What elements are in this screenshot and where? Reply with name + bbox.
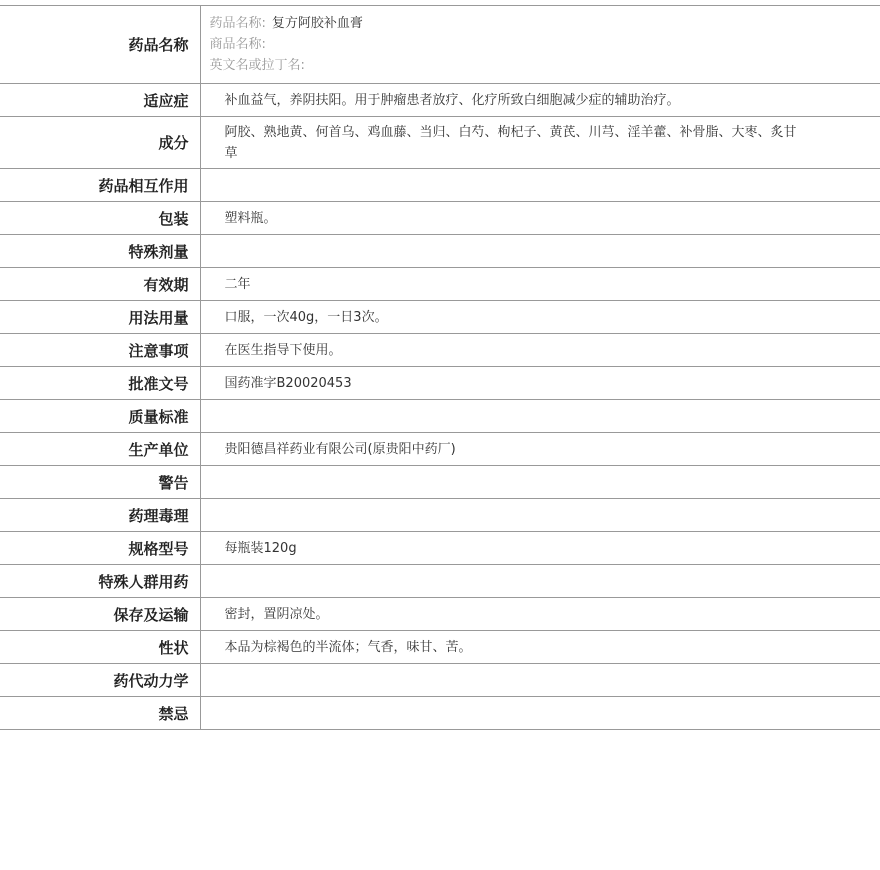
table-row-pharmacokinetics [0,664,880,697]
row-label: 警告 [0,466,200,499]
table-row-specification [0,532,880,565]
row-label: 用法用量 [0,301,200,334]
row-value-text: 每瓶装120g [224,540,297,556]
row-value [200,532,880,565]
generic-name-line [210,13,801,34]
table-row-description [0,631,880,664]
row-value-text: 本品为棕褐色的半流体；气香，味甘、苦。 [224,639,472,655]
row-label: 批准文号 [0,367,200,400]
drug-info-table [0,5,880,730]
table-row-drug-name [0,6,880,84]
row-value [200,84,880,117]
row-value-text: 补血益气，养阴扶阳。用于肿瘤患者放疗、化疗所致白细胞减少症的辅助治疗。 [224,92,680,108]
row-value [200,334,880,367]
row-value [200,598,880,631]
row-label: 成分 [0,117,200,169]
table-row-dosage [0,301,880,334]
table-row-quality-standard [0,400,880,433]
row-value-text: 二年 [224,276,251,292]
english-name-line [210,55,801,76]
row-value-text: 在医生指导下使用。 [224,342,342,358]
table-row-indications [0,84,880,117]
table-row-manufacturer [0,433,880,466]
generic-name-key: 药品名称: [209,16,266,31]
row-label: 适应症 [0,84,200,117]
row-label: 禁忌 [0,697,200,730]
row-label: 性状 [0,631,200,664]
row-label: 保存及运输 [0,598,200,631]
row-label: 药品名称 [0,6,200,84]
row-value [200,664,880,697]
row-label: 特殊剂量 [0,235,200,268]
row-value-text: 贵阳德昌祥药业有限公司(原贵阳中药厂) [224,441,456,457]
table-row-shelf-life [0,268,880,301]
row-value [200,565,880,598]
table-row-special-dosage [0,235,880,268]
row-value-text: 阿胶、熟地黄、何首乌、鸡血藤、当归、白芍、枸杞子、黄芪、川芎、淫羊藿、补骨脂、大枣、炙甘草 [224,124,797,161]
row-label: 药理毒理 [0,499,200,532]
table-row-pharmacology [0,499,880,532]
row-value [200,433,880,466]
drug-name-block [201,13,801,76]
row-value [200,301,880,334]
row-value-text: 密封，置阴凉处。 [224,606,329,622]
row-value [200,117,880,169]
row-value [200,235,880,268]
row-label: 药代动力学 [0,664,200,697]
row-label: 注意事项 [0,334,200,367]
generic-name-value: 复方阿胶补血膏 [271,16,363,31]
row-value [200,631,880,664]
table-row-storage [0,598,880,631]
drug-name-cell [200,6,880,84]
english-name-key: 英文名或拉丁名: [209,58,305,73]
table-row-packaging [0,202,880,235]
table-row-warning [0,466,880,499]
trade-name-line [210,34,801,55]
row-value-text: 国药准字B20020453 [224,375,352,391]
table-row-ingredients [0,117,880,169]
row-label: 有效期 [0,268,200,301]
trade-name-key: 商品名称: [209,37,266,52]
row-value [200,169,880,202]
row-value [200,499,880,532]
table-row-special-populations [0,565,880,598]
row-value [200,367,880,400]
table-row-interactions [0,169,880,202]
row-label: 质量标准 [0,400,200,433]
row-value-text: 塑料瓶。 [224,210,277,226]
row-value [200,400,880,433]
row-label: 特殊人群用药 [0,565,200,598]
row-label: 药品相互作用 [0,169,200,202]
row-value-text: 口服，一次40g，一日3次。 [224,309,388,325]
table-row-approval-number [0,367,880,400]
table-row-precautions [0,334,880,367]
row-label: 包装 [0,202,200,235]
row-label: 规格型号 [0,532,200,565]
row-value [200,697,880,730]
table-row-contraindications [0,697,880,730]
row-value [200,466,880,499]
row-label: 生产单位 [0,433,200,466]
row-value [200,268,880,301]
row-value [200,202,880,235]
